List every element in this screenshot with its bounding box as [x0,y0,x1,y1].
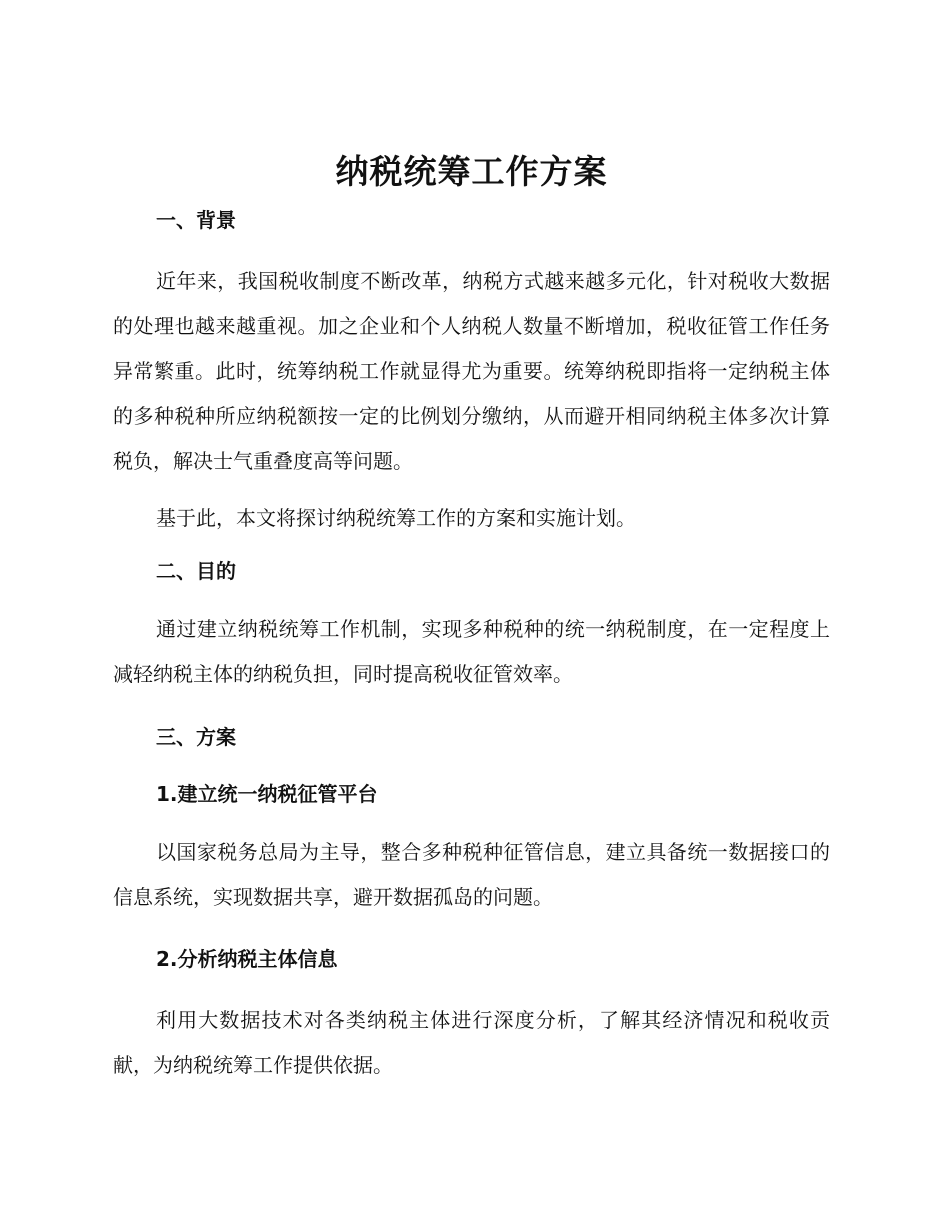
section-heading-goal: 二、目的 [156,559,236,583]
goal-paragraph: 通过建立纳税统筹工作机制，实现多种税种的统一纳税制度，在一定程度上减轻纳税主体的纳税负担，同时提高税收征管效率。 [113,617,830,686]
section-heading-background: 一、背景 [156,208,236,232]
plan-item-heading-2: 2.分析纳税主体信息 [156,947,338,971]
plan-item-paragraph-2: 利用大数据技术对各类纳税主体进行深度分析，了解其经济情况和税收贡献，为纳税统筹工作提供依据。 [113,1008,830,1077]
plan-item-heading-1: 1.建立统一纳税征管平台 [156,782,378,806]
background-paragraph-1: 近年来，我国税收制度不断改革，纳税方式越来越多元化，针对税收大数据的处理也越来越重视。加之企业和个人纳税人数量不断增加，税收征管工作任务异常繁重。此时，统筹纳税工作就显得尤为重要。统筹纳税即指将一定纳税主体的多种税种所应纳税额按一定的比例划分缴纳，从而避开相同纳税主体多次计算税负，解决士气重叠度高等问题。 [113,269,830,473]
background-paragraph-2: 基于此，本文将探讨纳税统筹工作的方案和实施计划。 [156,506,636,530]
document-title: 纳税统筹工作方案 [335,152,608,191]
plan-item-paragraph-1: 以国家税务总局为主导，整合多种税种征管信息，建立具备统一数据接口的信息系统，实现数据共享，避开数据孤岛的问题。 [113,840,830,909]
section-heading-plan: 三、方案 [156,725,236,749]
